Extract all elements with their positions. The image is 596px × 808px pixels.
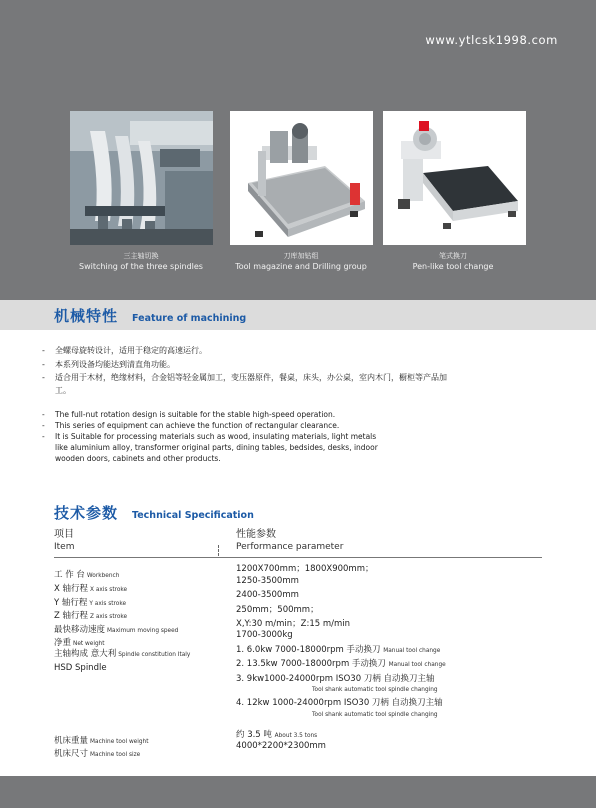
table-row-spindle xyxy=(54,644,542,720)
spec-title xyxy=(54,502,254,523)
row-label: 机床重量 xyxy=(54,735,89,746)
spec-title-en: Technical Specification xyxy=(132,510,254,521)
list-item: - 本系列设备均能达到清直角功能。 xyxy=(42,359,542,372)
row-value: 4000*2200*2300mm xyxy=(236,741,326,751)
tool-magazine-photo xyxy=(230,111,373,245)
row-label-hsd: HSD Spindle xyxy=(54,663,107,673)
spindle-option: 2. 13.5kw 7000-18000rpm 手动换刀 Manual tool change xyxy=(236,659,446,669)
spec-table xyxy=(54,562,542,759)
row-value: X,Y:30 m/min；Z:15 m/min xyxy=(236,618,351,629)
features-title-zh: 机械特性 xyxy=(54,307,119,325)
row-value: 1700-3000kg xyxy=(236,630,293,640)
header-performance-en: Performance parameter xyxy=(236,542,344,552)
row-label-en: Net weight xyxy=(73,641,105,647)
row-value: 1250-3500mm xyxy=(236,576,299,586)
caption-en: Pen-like tool change xyxy=(412,262,494,271)
pen-tool-change-photo xyxy=(383,111,526,245)
header-item xyxy=(54,528,75,553)
list-item: - This series of equipment can achieve the function of rectangular clearance. xyxy=(42,420,382,431)
column-divider xyxy=(218,545,219,556)
table-row xyxy=(54,576,542,594)
features-title xyxy=(54,305,246,326)
list-item: - 全螺母旋转设计，适用于稳定的高速运行。 xyxy=(42,345,542,358)
row-label-en: Machine tool size xyxy=(90,752,141,758)
row-value: 约 3.5 吨 About 3.5 tons xyxy=(236,729,318,740)
spec-table-header xyxy=(54,528,542,558)
footer-band xyxy=(0,776,596,808)
header-performance-zh: 性能参数 xyxy=(236,529,276,540)
features-list-en xyxy=(42,409,382,464)
caption-en: Switching of the three spindles xyxy=(79,262,203,271)
spindle-options xyxy=(236,644,446,719)
header-item-zh: 项目 xyxy=(54,529,74,540)
spindle-option: 4. 12kw 1000-24000rpm ISO30 刀柄 自动换刀主轴 Tool shank automatic tool spindle changing xyxy=(236,698,443,718)
spindle-option: 1. 6.0kw 7000-18000rpm 手动换刀 Manual tool change xyxy=(236,644,441,655)
row-label-en: Y axis stroke xyxy=(89,600,127,607)
caption-en: Tool magazine and Drilling group xyxy=(235,262,367,271)
features-list-zh xyxy=(42,345,542,398)
features-title-en: Feature of machining xyxy=(132,313,247,324)
caption-zh: 三主轴切换 xyxy=(123,252,159,260)
table-row xyxy=(54,562,542,580)
photo-caption xyxy=(216,252,386,272)
row-label-en: Workbench xyxy=(86,573,120,579)
row-value: 2400-3500mm xyxy=(236,589,299,600)
row-label-en: Z axis stroke xyxy=(90,614,128,620)
caption-zh: 笔式换刀 xyxy=(439,252,467,260)
list-item: - The full-nut rotation design is suitable for the stable high-speed operation. xyxy=(42,409,382,420)
row-label-en: Spindle constitution Italy xyxy=(118,651,191,658)
row-label-en: Machine tool weight xyxy=(90,738,149,745)
header-item-en: Item xyxy=(54,542,75,552)
row-label: Z 轴行程 xyxy=(54,611,89,621)
spindle-option: 3. 9kw1000-24000rpm ISO30 刀柄 自动换刀主轴 Tool shank automatic tool spindle changing xyxy=(236,673,438,693)
row-label: 最快移动速度 xyxy=(54,624,106,635)
row-value: 250mm；500mm； xyxy=(236,605,319,615)
row-label: 主轴构成 意大利 xyxy=(54,648,117,659)
row-value: 1200X700mm；1800X900mm； xyxy=(236,564,374,574)
caption-zh: 刀库加钻组 xyxy=(283,252,319,260)
list-item: - 适合用于木材，绝缘材料，合金铝等轻金属加工，变压器原件，餐桌，床头，办公桌，室内木门，橱柜等产品加工。 xyxy=(42,372,462,397)
row-label: 净重 xyxy=(54,638,72,648)
photo-caption xyxy=(56,252,226,272)
website-url[interactable]: www.ytlcsk1998.com xyxy=(425,33,558,47)
row-label: X 轴行程 xyxy=(54,584,89,594)
spec-title-zh: 技术参数 xyxy=(54,504,119,522)
photo-caption xyxy=(368,252,538,272)
row-label-en: X axis stroke xyxy=(90,587,128,593)
row-label: 工 作 台 xyxy=(54,570,85,580)
row-label: 机床尺寸 xyxy=(54,749,89,759)
list-item: - It is Suitable for processing materials such as wood, insulating materials, light metals like aluminium alloy, transformer original parts, dining tables, bedsides, desks, indoor wooden doors, cabinets and other products. xyxy=(42,431,382,464)
header-performance xyxy=(236,528,343,553)
row-label: Y 轴行程 xyxy=(54,597,88,608)
row-label-en: Maximum moving speed xyxy=(107,627,179,634)
spindle-switching-photo xyxy=(70,111,213,245)
